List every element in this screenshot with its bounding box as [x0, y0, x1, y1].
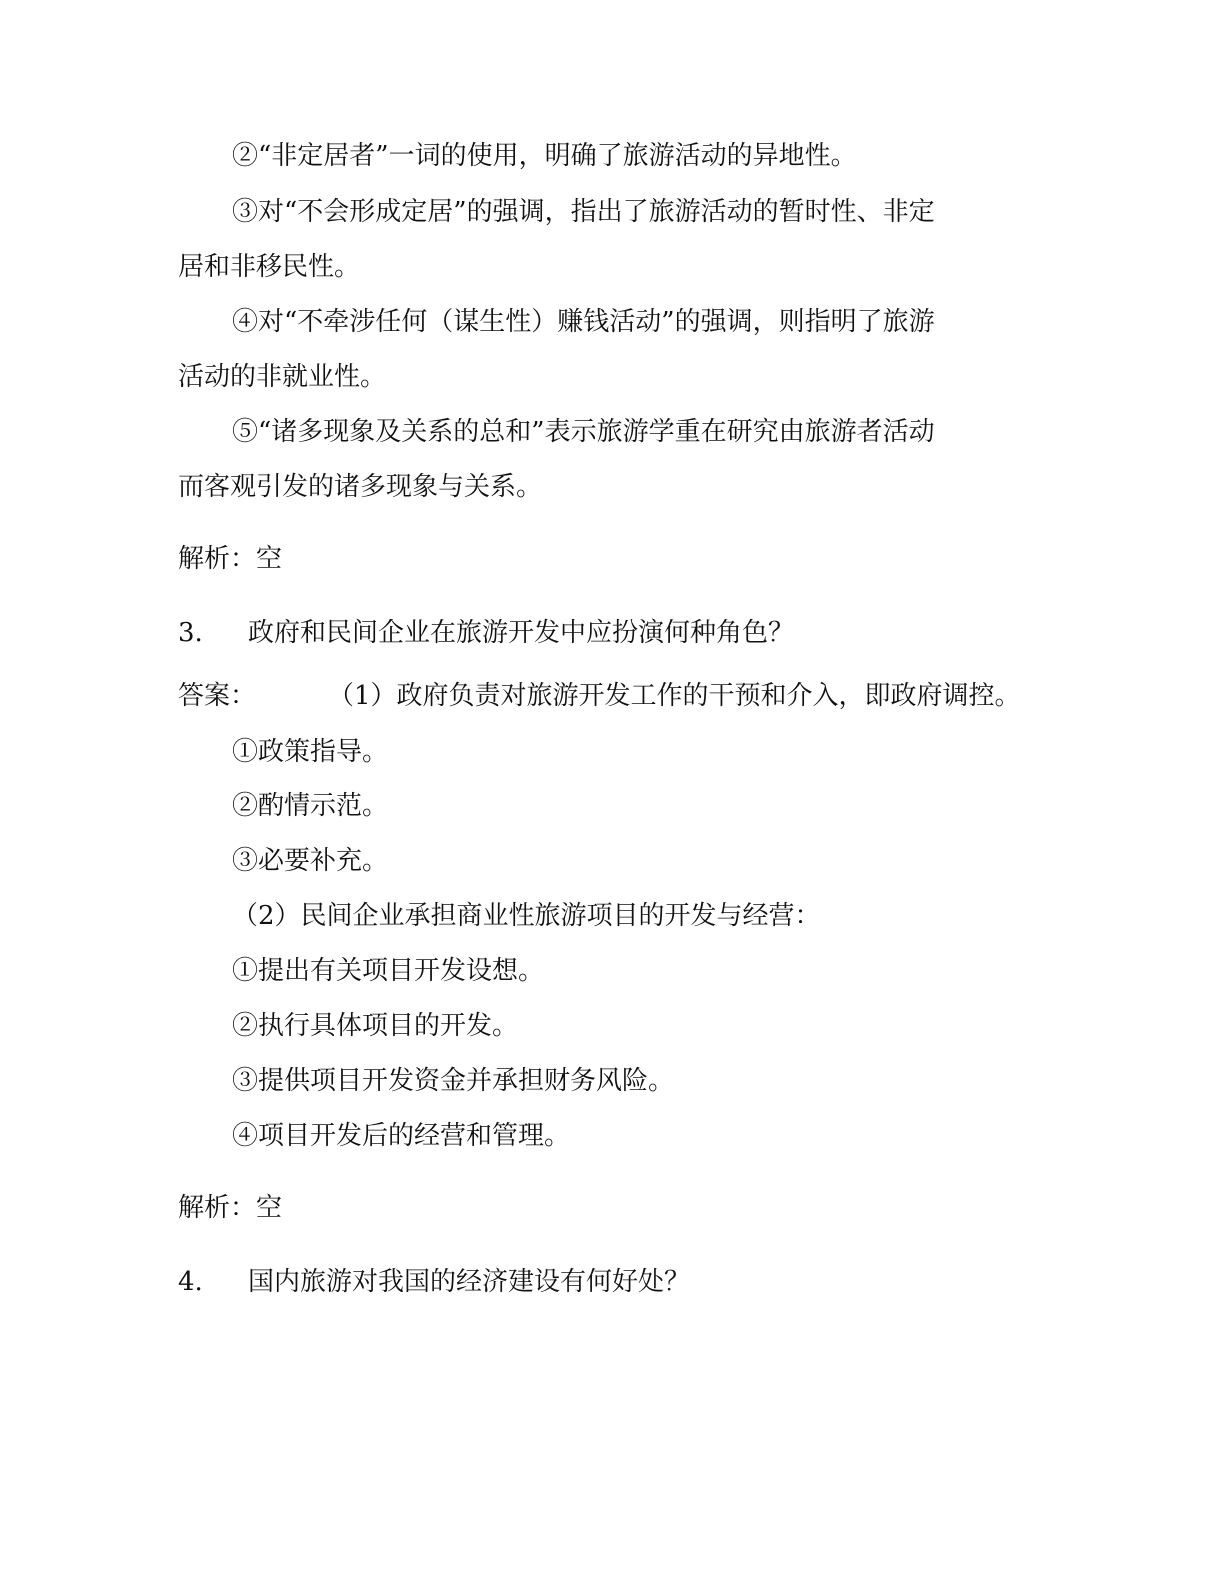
gov-item-3: ③必要补充。 — [232, 846, 389, 876]
item-2-line-1: ②“非定居者”一词的使用，明确了旅游活动的异地性。 — [232, 141, 857, 171]
private-item-1: ①提出有关项目开发设想。 — [232, 956, 545, 986]
analysis-1: 解析：空 — [178, 544, 283, 574]
question-3-number: 3. — [178, 618, 203, 648]
question-4-text: 国内旅游对我国的经济建设有何好处？ — [248, 1267, 691, 1297]
private-item-4: ④项目开发后的经营和管理。 — [232, 1121, 571, 1151]
gov-item-2: ②酌情示范。 — [232, 791, 389, 821]
item-4-line-2: 活动的非就业性。 — [178, 362, 387, 392]
answer-label: 答案： — [178, 681, 257, 711]
private-item-3: ③提供项目开发资金并承担财务风险。 — [232, 1066, 675, 1096]
gov-item-1: ①政策指导。 — [232, 737, 389, 767]
item-3-line-2: 居和非移民性。 — [178, 252, 361, 282]
question-3-text: 政府和民间企业在旅游开发中应扮演何种角色？ — [248, 618, 795, 648]
item-4-line-1: ④对“不牵涉任何（谋生性）赚钱活动”的强调，则指明了旅游 — [232, 307, 935, 337]
item-3-line-1: ③对“不会形成定居”的强调，指出了旅游活动的暂时性、非定 — [232, 197, 935, 227]
private-item-2: ②执行具体项目的开发。 — [232, 1011, 519, 1041]
item-5-line-2: 而客观引发的诸多现象与关系。 — [178, 472, 543, 502]
item-5-line-1: ⑤“诸多现象及关系的总和”表示旅游学重在研究由旅游者活动 — [232, 417, 935, 447]
answer-3-first-line: （1）政府负责对旅游开发工作的干预和介入，即政府调控。 — [328, 681, 1021, 711]
private-heading: （2）民间企业承担商业性旅游项目的开发与经营： — [232, 901, 821, 931]
question-4-number: 4. — [178, 1267, 203, 1297]
analysis-3: 解析：空 — [178, 1193, 283, 1223]
